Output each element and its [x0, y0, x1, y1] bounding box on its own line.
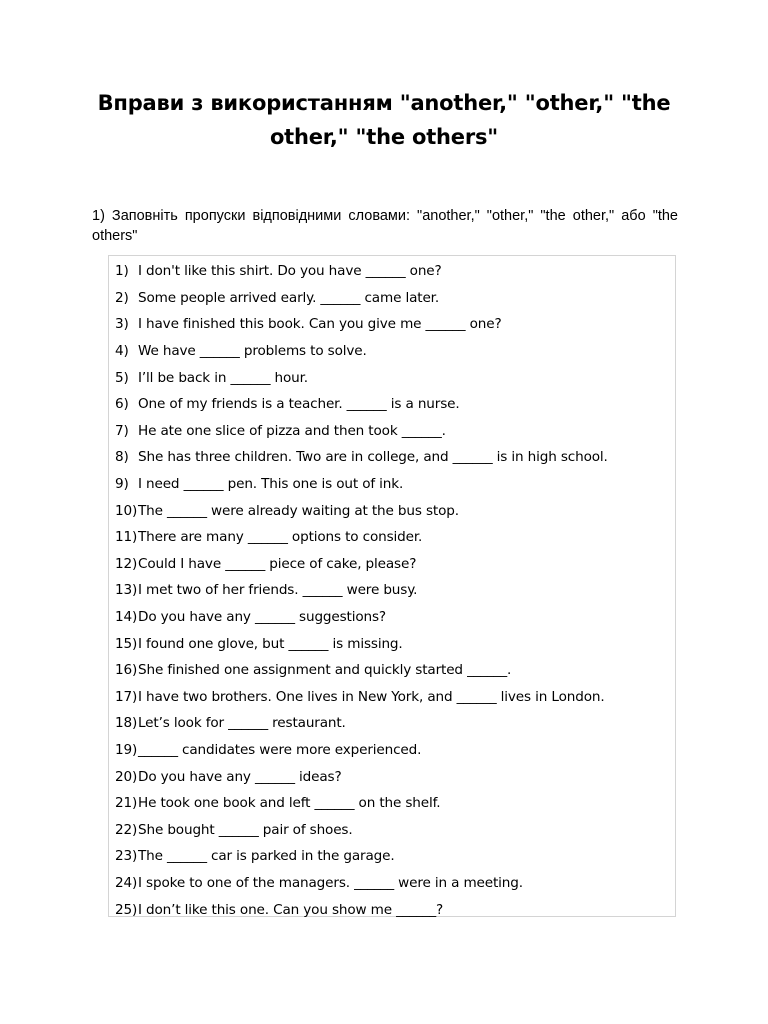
item-number: 18): [115, 715, 138, 732]
item-sentence: Some people arrived early. ______ came later.: [138, 289, 440, 306]
item-number: 13): [115, 582, 138, 599]
exercise-item: [115, 710, 669, 737]
exercise-item: [115, 816, 669, 843]
item-number: 21): [115, 795, 138, 812]
exercise-item: [115, 391, 669, 418]
item-number: 2): [115, 289, 129, 306]
exercise-item: [115, 258, 669, 285]
item-sentence: There are many ______ options to consider.: [138, 529, 423, 546]
exercise-item: [115, 684, 669, 711]
exercise-item: [115, 630, 669, 657]
item-sentence: I spoke to one of the managers. ______ were in a meeting.: [138, 874, 523, 891]
exercise-instruction: 1) Заповніть пропуски відповідними словами: "another," "other," "the other," або "the others": [92, 208, 678, 244]
item-number: 23): [115, 848, 138, 865]
item-sentence: Do you have any ______ suggestions?: [138, 609, 386, 626]
exercise-list: [115, 258, 669, 923]
item-sentence: I have finished this book. Can you give me ______ one?: [138, 316, 502, 333]
item-sentence: I met two of her friends. ______ were busy.: [138, 582, 418, 599]
exercise-item: [115, 657, 669, 684]
exercise-item: [115, 285, 669, 312]
exercise-item: [115, 577, 669, 604]
item-sentence: He took one book and left ______ on the shelf.: [138, 795, 441, 812]
item-sentence: Let’s look for ______ restaurant.: [138, 715, 346, 732]
item-sentence: She bought ______ pair of shoes.: [138, 821, 353, 838]
item-sentence: ______ candidates were more experienced.: [138, 741, 422, 758]
item-number: 3): [115, 316, 129, 333]
item-number: 17): [115, 688, 138, 705]
item-number: 4): [115, 343, 129, 360]
item-number: 20): [115, 768, 138, 785]
exercise-item: [115, 843, 669, 870]
page-title: Вправи з використанням "another," "other," "the other," "the others": [97, 91, 671, 149]
exercise-item: [115, 471, 669, 498]
exercise-table: [108, 255, 676, 917]
item-sentence: We have ______ problems to solve.: [138, 343, 367, 360]
exercise-item: [115, 364, 669, 391]
item-sentence: I found one glove, but ______ is missing.: [138, 635, 403, 652]
exercise-item: [115, 444, 669, 471]
item-sentence: I need ______ pen. This one is out of ink.: [138, 476, 404, 493]
exercise-item: [115, 497, 669, 524]
item-number: 15): [115, 635, 138, 652]
item-number: 22): [115, 821, 138, 838]
item-sentence: I’ll be back in ______ hour.: [138, 369, 308, 386]
exercise-item: [115, 763, 669, 790]
item-number: 1): [115, 263, 129, 280]
item-sentence: She finished one assignment and quickly started ______.: [138, 662, 512, 679]
item-sentence: I don’t like this one. Can you show me ______?: [138, 901, 444, 918]
item-sentence: I don't like this shirt. Do you have ______ one?: [138, 263, 442, 280]
item-sentence: Do you have any ______ ideas?: [138, 768, 342, 785]
exercise-item: [115, 896, 669, 923]
item-number: 19): [115, 741, 138, 758]
item-number: 11): [115, 529, 138, 546]
item-sentence: The ______ were already waiting at the bus stop.: [138, 502, 459, 519]
item-sentence: Could I have ______ piece of cake, please?: [138, 555, 417, 572]
item-number: 25): [115, 901, 138, 918]
exercise-item: [115, 604, 669, 631]
item-number: 10): [115, 502, 138, 519]
item-sentence: One of my friends is a teacher. ______ is a nurse.: [138, 396, 460, 413]
exercise-item: [115, 524, 669, 551]
exercise-item: [115, 870, 669, 897]
exercise-item: [115, 737, 669, 764]
exercise-item: [115, 418, 669, 445]
exercise-item: [115, 311, 669, 338]
item-number: 6): [115, 396, 129, 413]
item-sentence: She has three children. Two are in college, and ______ is in high school.: [138, 449, 608, 466]
item-number: 9): [115, 476, 129, 493]
item-sentence: He ate one slice of pizza and then took ______.: [138, 422, 446, 439]
item-number: 14): [115, 609, 138, 626]
item-sentence: The ______ car is parked in the garage.: [138, 848, 395, 865]
item-sentence: I have two brothers. One lives in New York, and ______ lives in London.: [138, 688, 605, 705]
item-number: 24): [115, 874, 138, 891]
item-number: 16): [115, 662, 138, 679]
item-number: 12): [115, 555, 138, 572]
exercise-item: [115, 551, 669, 578]
exercise-item: [115, 338, 669, 365]
exercise-item: [115, 790, 669, 817]
item-number: 7): [115, 422, 129, 439]
item-number: 5): [115, 369, 129, 386]
item-number: 8): [115, 449, 129, 466]
